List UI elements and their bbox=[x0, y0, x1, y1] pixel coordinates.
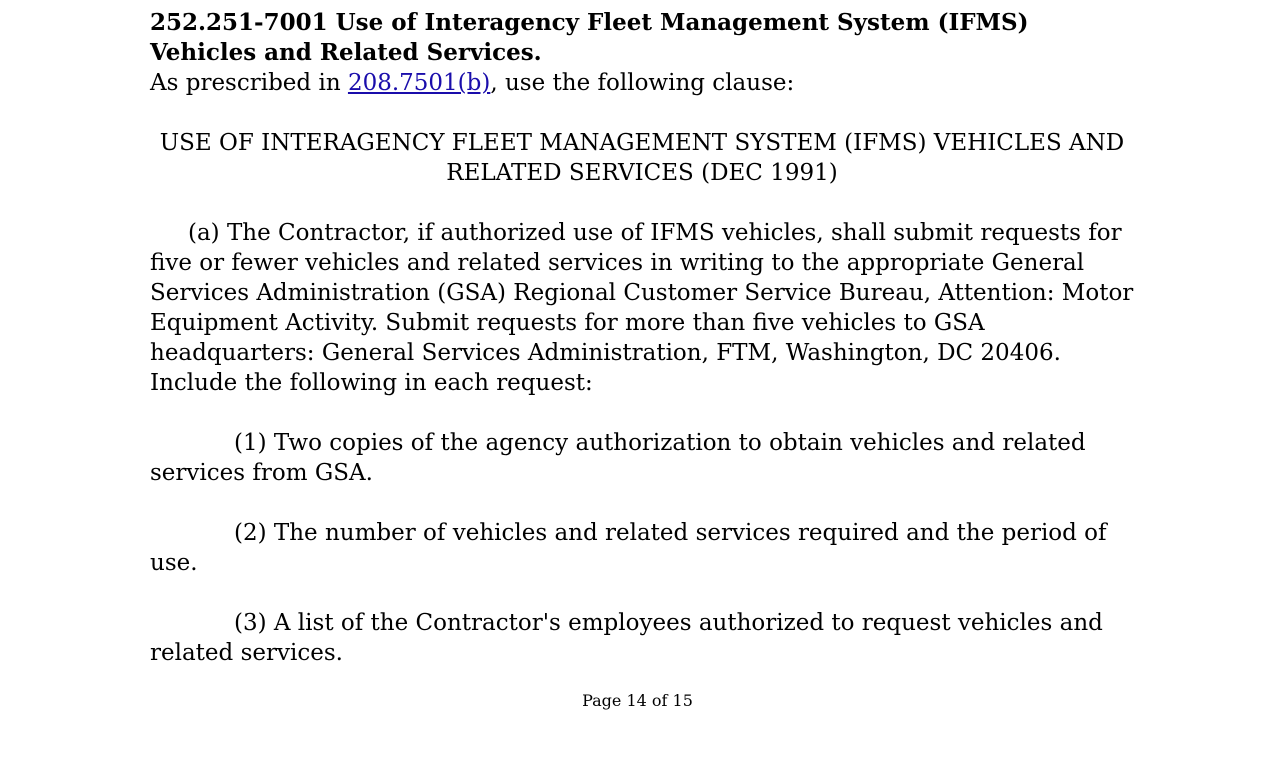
clause-heading: 252.251-7001 Use of Interagency Fleet Management System (IFMS) Vehicles and Related Services. bbox=[150, 9, 1029, 66]
intro-after: , use the following clause: bbox=[490, 70, 795, 96]
paragraph-a-2: (2) The number of vehicles and related services required and the period of use. bbox=[150, 520, 1107, 576]
clause-title: USE OF INTERAGENCY FLEET MANAGEMENT SYSTEM (IFMS) VEHICLES AND RELATED SERVICES (DEC 1991) bbox=[159, 130, 1125, 186]
document-page bbox=[150, 8, 1140, 668]
paragraph-a-3: (3) A list of the Contractor's employees authorized to request vehicles and related services. bbox=[150, 610, 1103, 666]
reference-link[interactable]: 208.7501(b) bbox=[347, 70, 491, 96]
intro-before: As prescribed in bbox=[150, 70, 348, 96]
paragraph-a-1: (1) Two copies of the agency authorization to obtain vehicles and related services from GSA. bbox=[150, 430, 1086, 486]
paragraph-a: (a) The Contractor, if authorized use of IFMS vehicles, shall submit requests for five or fewer vehicles and related services in writing to the appropriate General Services Administration (GSA) Regional Customer Service Bureau, Attention: Motor Equipment Activity. Submit requests for more than five vehicles to GSA headquarters: General Services Administration, FTM, Washington, DC 20406. Include the following in each request: bbox=[150, 220, 1134, 396]
page-number: Page 14 of 15 bbox=[582, 691, 693, 710]
intro-text bbox=[150, 68, 1140, 98]
